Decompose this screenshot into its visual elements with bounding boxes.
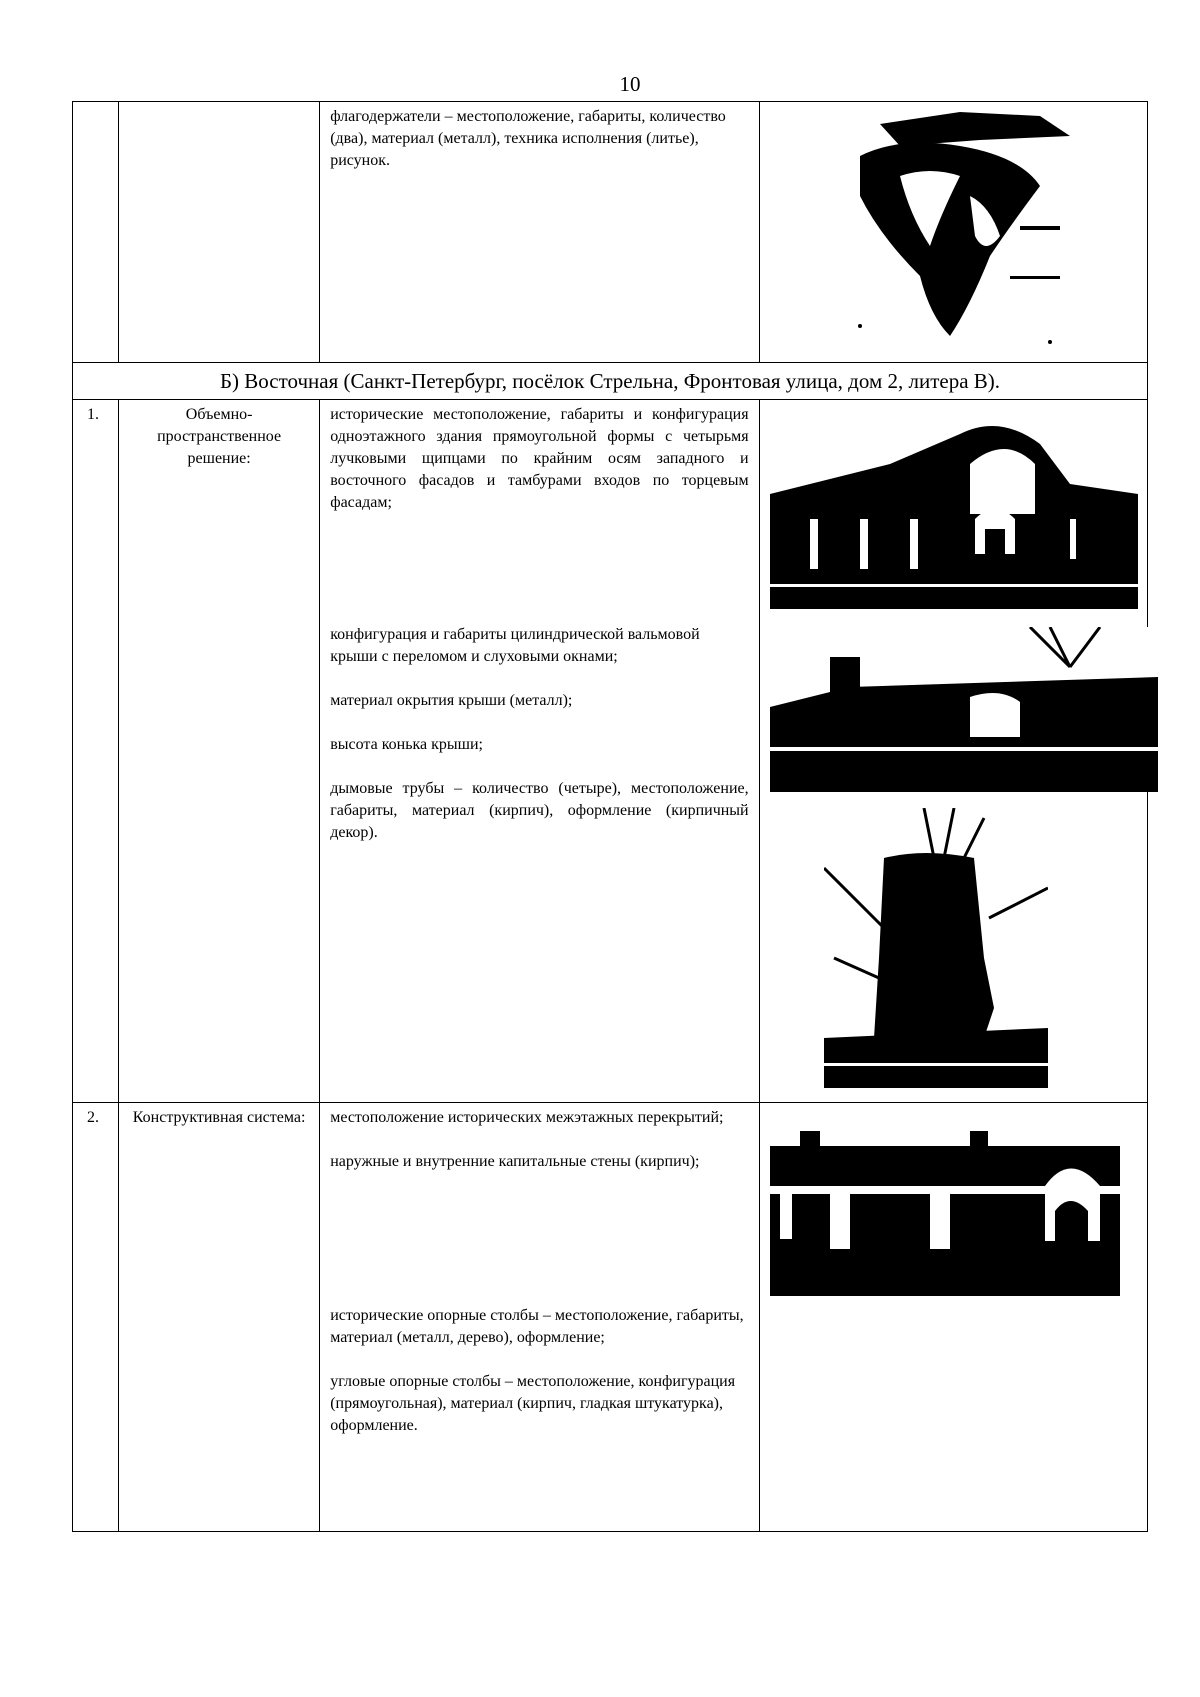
photo-cell — [759, 400, 1147, 1103]
row-name-cell — [119, 102, 320, 363]
photo-cell — [759, 1103, 1147, 1532]
row-description-cell — [320, 400, 759, 1103]
row-name: Конструктивная система: — [119, 1103, 320, 1532]
chimney-photo — [824, 808, 1048, 1088]
description-item: наружные и внутренние капитальные стены (кирпич); — [330, 1153, 700, 1170]
description-item: материал окрытия крыши (металл); — [330, 692, 573, 709]
roof-photo — [770, 627, 1158, 792]
description-item: исторические опорные столбы – местоположение, габариты, материал (металл, дерево), оформление; — [330, 1307, 744, 1346]
description-item: конфигурация и габариты цилиндрической вальмовой крыши с переломом и слуховыми окнами; — [330, 626, 700, 665]
protected-features-table — [72, 101, 1148, 1532]
description-item: угловые опорные столбы – местоположение, конфигурация (прямоугольная), материал (кирпич, гладкая штукатурка), оформление. — [330, 1373, 736, 1434]
description-item: дымовые трубы – количество (четыре), местоположение, габариты, материал (кирпич), оформление (кирпичный декор). — [330, 780, 749, 841]
table-row-flag-holders — [73, 102, 1148, 363]
facade-columns-photo — [770, 1131, 1120, 1296]
flag-holder-photo — [840, 106, 1080, 354]
building-facade-photo — [770, 404, 1138, 609]
table-row-1 — [73, 400, 1148, 1103]
section-header-row — [73, 363, 1148, 400]
description-item: местоположение исторических межэтажных перекрытий; — [330, 1109, 724, 1126]
row-description-cell — [320, 102, 759, 363]
row-description-cell — [320, 1103, 759, 1532]
table-row-2 — [73, 1103, 1148, 1532]
description-item: исторические местоположение, габариты и конфигурация одноэтажного здания прямоугольной формы с четырьмя лучковыми щипцами по крайним осям западного и восточного фасадов и тамбурами входов по торцевым фасадам; — [330, 406, 749, 511]
section-header: Б) Восточная (Санкт-Петербург, посёлок Стрельна, Фронтовая улица, дом 2, литера В). — [73, 363, 1148, 400]
photo-cell — [759, 102, 1147, 363]
flag-holders-text: флагодержатели – местоположение, габариты, количество (два), материал (металл), техника исполнения (литье), рисунок. — [330, 108, 726, 169]
row-number-cell — [73, 102, 119, 363]
description-item: высота конька крыши; — [330, 736, 483, 753]
page-number: 10 — [619, 72, 641, 96]
row-number: 1. — [73, 400, 119, 1103]
row-number: 2. — [73, 1103, 119, 1532]
row-name: Объемно-пространственное решение: — [119, 400, 320, 1103]
